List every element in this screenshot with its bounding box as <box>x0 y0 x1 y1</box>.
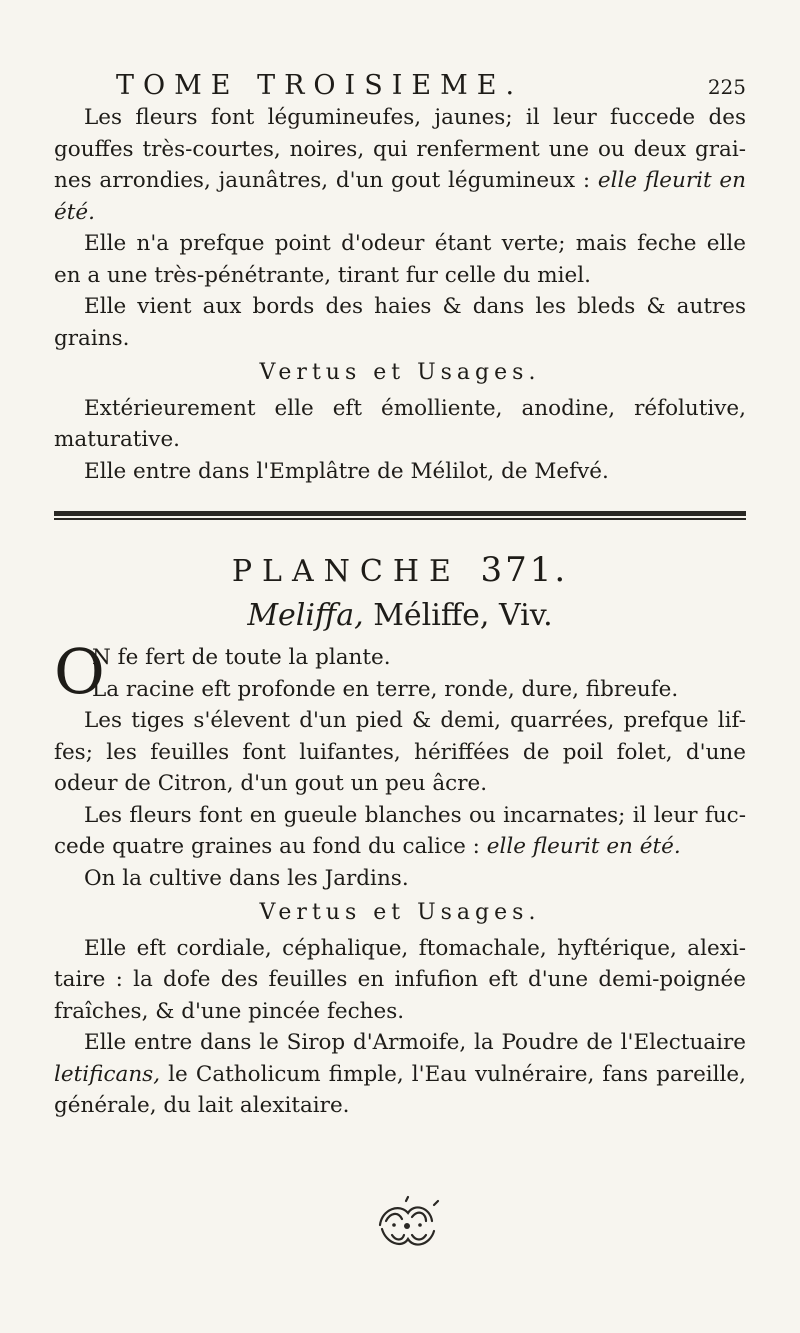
italic-term: letificans, <box>54 1061 161 1087</box>
dropcap-line-1: N fe fert de toute la plante. <box>92 645 391 670</box>
tailpiece-ornament-icon <box>372 1195 442 1257</box>
running-head <box>54 70 746 100</box>
paragraph-text: Elle entre dans le Sirop d'Armoife, la Poudre de l'Electuaire <box>84 1030 746 1055</box>
page-number: 225 <box>707 75 746 99</box>
plant-name <box>54 596 746 636</box>
plate-label: PLANCHE <box>231 554 461 589</box>
paragraph-text: le Catholicum fimple, l'Eau vulnéraire, fans pareille, générale, du lait alexitaire. <box>54 1061 746 1118</box>
paragraph-tiges: Les tiges s'élevent d'un pied & demi, quarrées, prefque lif-fes; les feuilles font luifantes, hériffées de poil folet, d'une odeur de Citron, d'un gout un peu âcre. <box>54 708 746 796</box>
rule-thin-line <box>54 518 746 520</box>
dropcap-paragraph <box>54 635 746 708</box>
page-body <box>54 70 746 1122</box>
drop-cap: O <box>54 635 105 708</box>
paragraph-exterieurement: Extérieurement elle eft émolliente, anodine, réfolutive, maturative. <box>54 395 746 452</box>
running-head-title: TOME TROISIEME. <box>116 70 524 101</box>
section-heading-vertus: Vertus et Usages. <box>259 360 541 385</box>
dropcap-line-2: La racine eft profonde en terre, ronde, dure, fibreufe. <box>92 676 679 702</box>
paragraph-fleurs <box>54 102 746 228</box>
plant-latin-name: Meliffa, <box>247 598 364 633</box>
paragraph-culture: On la cultive dans les Jardins. <box>84 865 409 891</box>
italic-note: elle fleurit en été. <box>486 834 681 859</box>
section-heading-vertus-2: Vertus et Usages. <box>259 900 541 925</box>
plate-title <box>54 550 746 592</box>
paragraph-emplatre: Elle entre dans l'Emplâtre de Mélilot, de Mefvé. <box>84 458 609 484</box>
paragraph-text: Les fleurs font légumineufes, jaunes; il leur fuccede des gouffes très-courtes, noires, qui renferment une ou deux grai-nes arrondies, jaunâtres, d'un gout légumineux : <box>54 105 746 193</box>
plant-common-name: Méliffe, Viv. <box>363 598 553 633</box>
paragraph-odeur: Elle n'a prefque point d'odeur étant verte; mais feche elle en a une très-pénétrante, tirant fur celle du miel. <box>54 231 746 288</box>
italic-note: elle fleurit en été. <box>54 168 746 225</box>
paragraph-sirop <box>54 1027 746 1122</box>
paragraph-text: Les fleurs font en gueule blanches ou incarnates; il leur fuc-cede quatre graines au fond du calice : <box>54 802 746 859</box>
paragraph-cordiale: Elle eft cordiale, céphalique, ftomachale, hyftérique, alexi-taire : la dofe des feuilles en infufion eft d'une demi-poignée fraîches, & d'une pincée feches. <box>54 935 746 1024</box>
separator-rule <box>54 511 746 520</box>
plate-number: 371. <box>480 550 569 590</box>
rule-thick-line <box>54 511 746 516</box>
paragraph-fleurs-melisse <box>54 800 746 863</box>
paragraph-habitat: Elle vient aux bords des haies & dans les bleds & autres grains. <box>54 294 746 351</box>
